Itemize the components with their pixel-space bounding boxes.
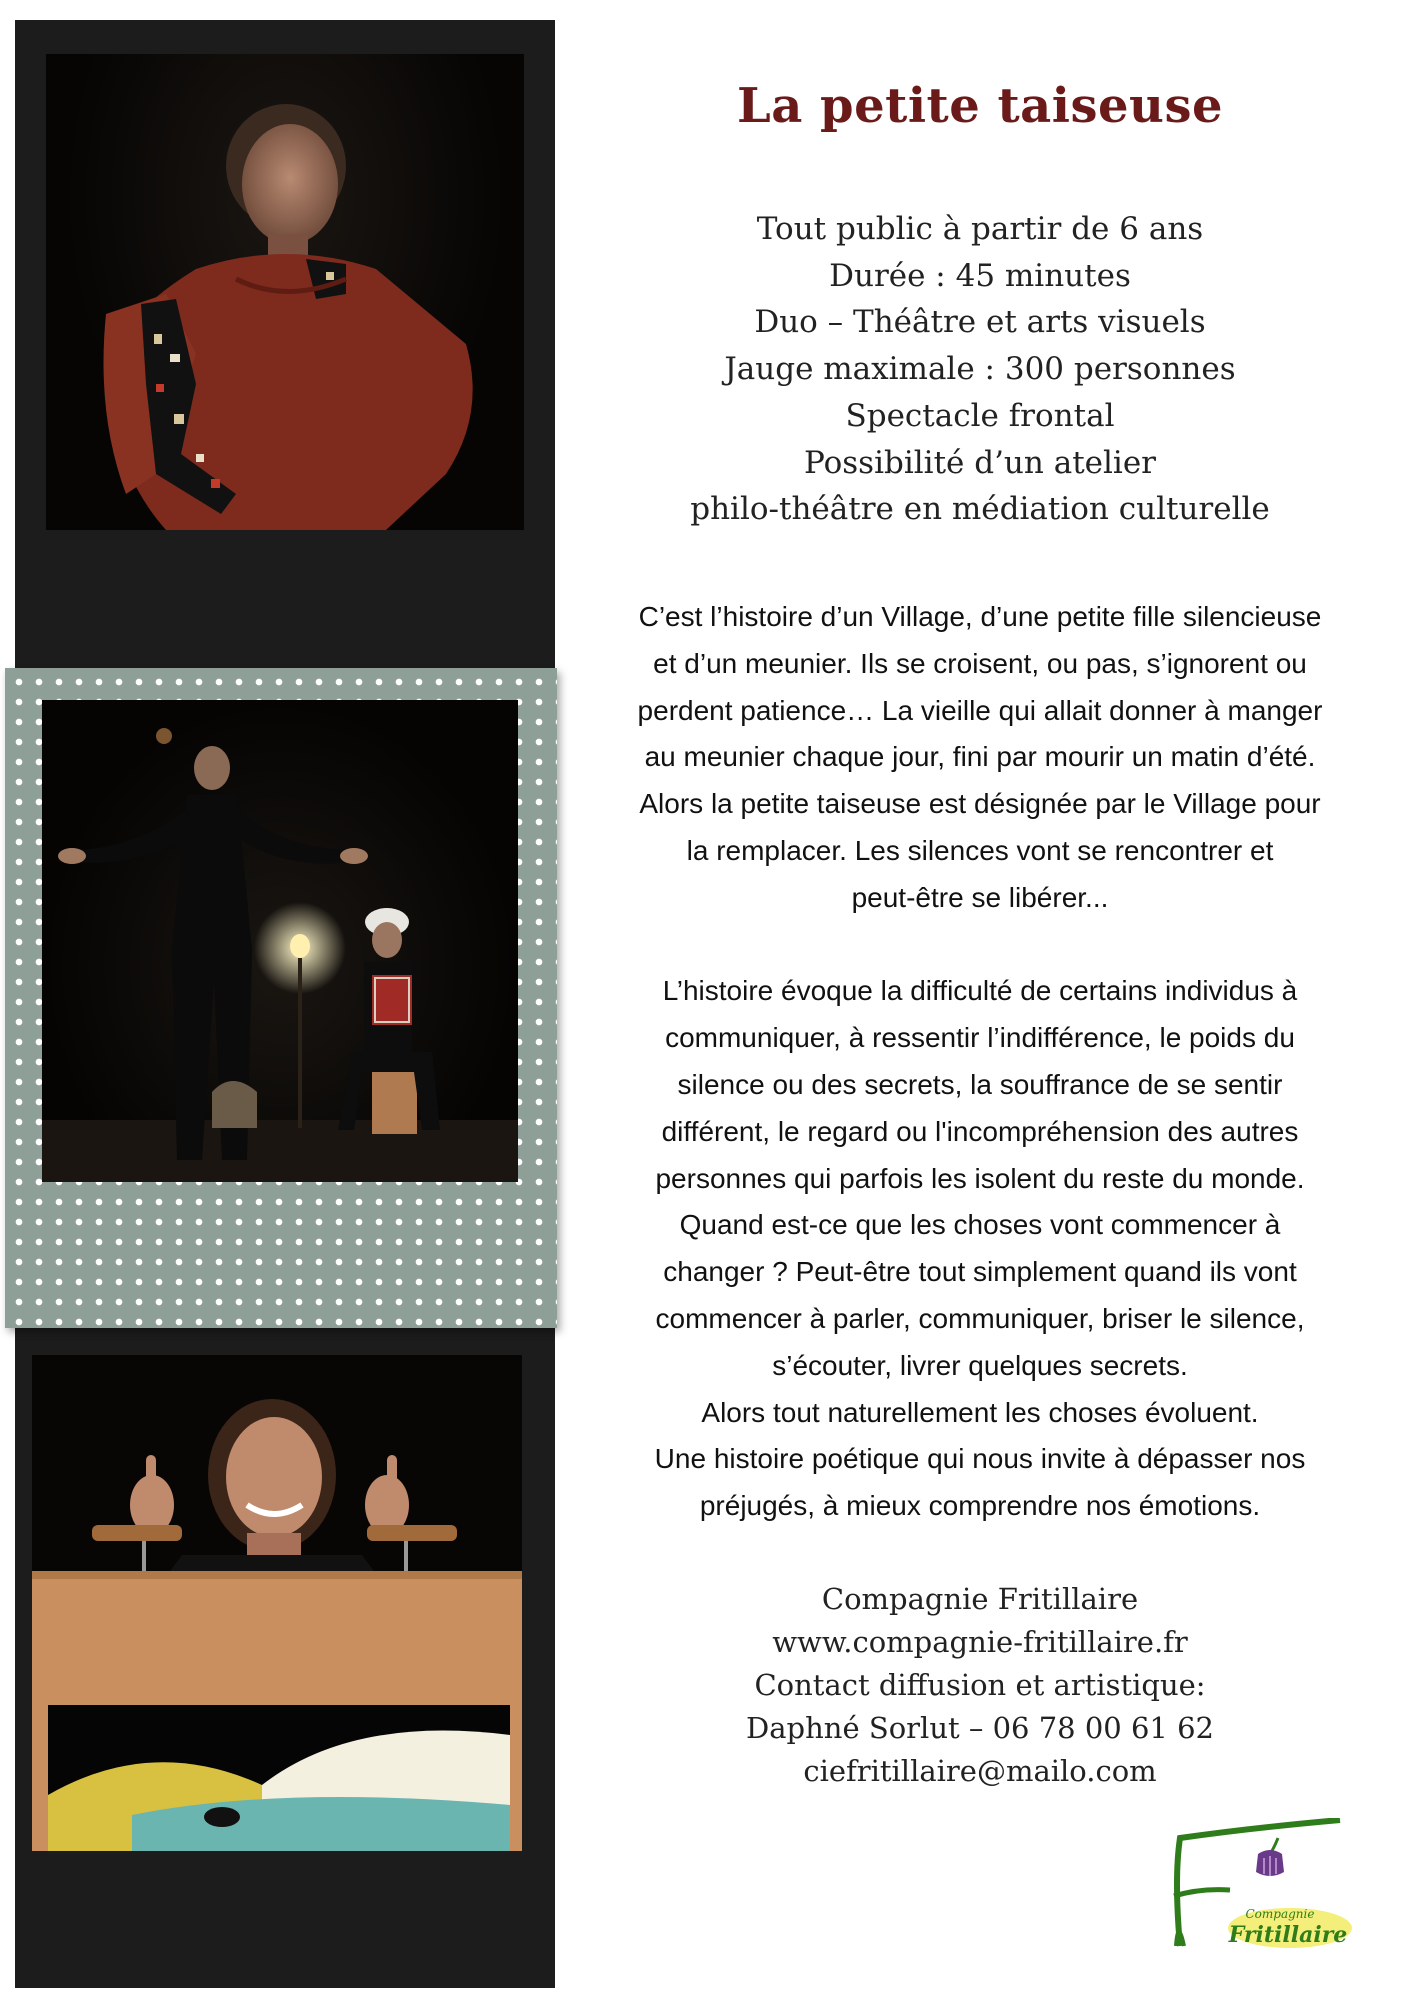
contact-email[interactable]: ciefritillaire@mailo.com xyxy=(803,1754,1157,1788)
photo-puppet-theatre xyxy=(32,1355,522,1851)
story-line: Alors la petite taiseuse est désignée par le Village pour xyxy=(639,788,1321,820)
story-line: peut-être se libérer... xyxy=(851,881,1109,913)
story-text xyxy=(560,594,1400,1530)
logo-line2: Fritillaire xyxy=(1228,1922,1348,1948)
story-line: L’histoire évoque la difficulté de certains individus à xyxy=(662,975,1298,1007)
show-info xyxy=(560,206,1400,533)
info-workshop: Possibilité d’un atelier xyxy=(803,444,1156,481)
story-line: commencer à parler, communiquer, briser le silence, xyxy=(655,1302,1305,1334)
story-line: Alors tout naturellement les choses évoluent. xyxy=(701,1396,1259,1428)
red-costume-illustration xyxy=(46,54,524,530)
story-line: changer ? Peut-être tout simplement quand ils vont xyxy=(663,1256,1297,1288)
website-link[interactable]: www.compagnie-fritillaire.fr xyxy=(772,1625,1188,1659)
stage-scene-illustration xyxy=(42,700,518,1182)
story-line: Une histoire poétique qui nous invite à dépasser nos xyxy=(654,1443,1306,1475)
info-capacity: Jauge maximale : 300 personnes xyxy=(724,351,1236,388)
story-line: différent, le regard ou l'incompréhension des autres xyxy=(661,1115,1299,1147)
story-line: silence ou des secrets, la souffrance de se sentir xyxy=(677,1068,1283,1100)
logo-line1: Compagnie xyxy=(1245,1907,1315,1921)
info-duration: Durée : 45 minutes xyxy=(829,257,1131,294)
contact-label: Contact diffusion et artistique: xyxy=(754,1668,1206,1702)
story-line: préjugés, à mieux comprendre nos émotions. xyxy=(699,1490,1261,1522)
company-name: Compagnie Fritillaire xyxy=(821,1582,1139,1616)
info-staging: Spectacle frontal xyxy=(845,397,1115,434)
page-title: La petite taiseuse xyxy=(736,78,1224,134)
photo-red-costume xyxy=(46,54,524,530)
story-line: C’est l’histoire d’un Village, d’une petite fille silencieuse xyxy=(638,601,1322,632)
company-logo xyxy=(1170,1818,1356,1956)
info-workshop-cont: philo-théâtre en médiation culturelle xyxy=(690,491,1270,528)
story-line: communiquer, à ressentir l’indifférence, le poids du xyxy=(665,1022,1295,1054)
story-line: personnes qui parfois les isolent du reste du monde. xyxy=(655,1162,1305,1194)
paragraph-gap xyxy=(560,922,1400,969)
story-line: perdent patience… La vieille qui allait donner à manger xyxy=(637,694,1323,726)
puppet-theatre-illustration xyxy=(32,1355,522,1851)
contact-block xyxy=(560,1578,1400,1793)
story-line: Quand est-ce que les choses vont commencer à xyxy=(679,1209,1281,1241)
fritillary-flower-icon xyxy=(1170,1818,1356,1956)
story-line: et d’un meunier. Ils se croisent, ou pas, s’ignorent ou xyxy=(653,647,1307,679)
photo-stage-scene xyxy=(42,700,518,1182)
story-line: au meunier chaque jour, fini par mourir un matin d’été. xyxy=(644,741,1316,773)
story-line: s’écouter, livrer quelques secrets. xyxy=(772,1349,1188,1381)
info-audience: Tout public à partir de 6 ans xyxy=(756,211,1204,247)
story-line: la remplacer. Les silences vont se rencontrer et xyxy=(686,834,1274,866)
info-genre: Duo – Théâtre et arts visuels xyxy=(754,304,1206,341)
contact-person-phone[interactable]: Daphné Sorlut – 06 78 00 61 62 xyxy=(746,1711,1214,1745)
